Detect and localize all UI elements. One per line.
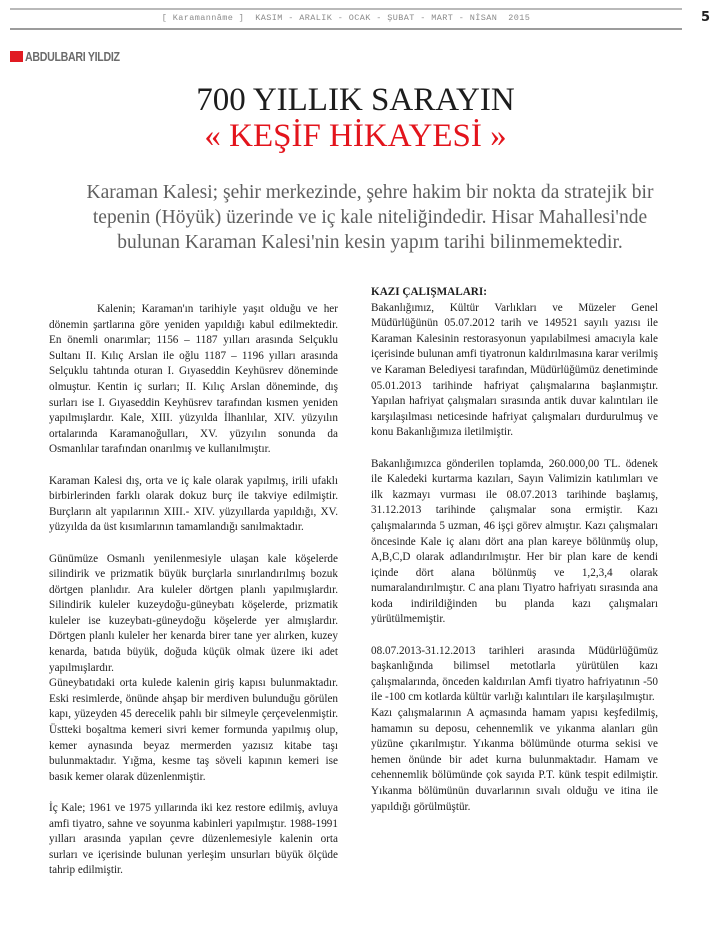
article-lead: Karaman Kalesi; şehir merkezinde, şehre hakim bir nokta da stratejik bir tepenin (Höyük) üzerinde ve iç kale niteliğindedir. Hisar Mahallesi'nde bulunan Karaman Kalesi'nin kesin yapım tarihi bilinmemektedir. [86,182,654,253]
paragraph: Günümüze Osmanlı yenilenmesiyle ulaşan kale köşelerde silindirik ve prizmatik büyük burçlarla sınırlandırılmış bozuk dörtgen planlıdır. Ara kuleler dörtgen planlı yapılmışlardır. Silindirik kuleler kuzeydoğu-güneybatı köşelerde, prizmatik kuleler ise kuzeybatı-güneydoğu köşelerde yer almışlardır. Dörtgen planlı kuleler her kenarda birer tane yer alırken, kuzey kenarda, batıda büyük, doğuda küçük olmak üzere iki adet yapılmışlardır. [49,552,338,674]
left-column [49,302,338,879]
running-header: [ Karamannâme ] KASIM - ARALIK - OCAK - ŞUBAT - MART - NİSAN 2015 [161,13,531,23]
paragraph: Güneybatıdaki orta kulede kalenin giriş kapısı bulunmaktadır. Eski resimlerde, önünde ahşap bir merdiven bulunduğu görülen kapı, yüzeyden 45 derecelik pahlı bir silmeyle çerçevelenmiştir. Üstteki boşaltma kemeri sivri kemer formunda yapılmış olup, kemer aynasında beyaz mermerden yazısız kitabe taşı bulunmaktadır. Yığma, kesme taş söveli kapının kemeri ise basık kemer olarak düzenlenmiştir. [49,677,338,783]
article-subtitle: « KEŞİF HİKAYESİ » [204,118,507,154]
paragraph: Bakanlığımız, Kültür Varlıkları ve Müzeler Genel Müdürlüğünün 05.07.2012 tarih ve 149521 sayılı yazısı ile Karaman Kalesinin restorasyonun yapılabilmesi amacıyla kale içerisinde bulunan amfi tiyatronun kaldırılmasına karar verilmiş ve Karaman Belediyesi tarafından, Müdürlüğümüz denetiminde 05.01.2013 tarihinde hafriyat çalışmalarına başlanmıştır. Yapılan hafriyat çalışmaları sırasında antik duvar kalıntıları ile karşılaşılması neticesinde hafriyat çalışmaları durdurulmuş ve konu Bakanlığımıza iletilmiştir. [371,301,658,439]
paragraph: 08.07.2013-31.12.2013 tarihleri arasında Müdürlüğümüz başkanlığında bilimsel metotlarla yürütülen kazı çalışmalarında, önceden kaldırılan Amfi tiyatro hafriyatının -50 ile -100 cm kotlarda kültür varlığı kalıntıları ile karşılaşılmıştır. [371,644,658,704]
page-number: 5 [700,10,710,25]
paragraph: Bakanlığımızca gönderilen toplamda, 260.000,00 TL. ödenek ile Kaledeki kurtarma kazıları, Sayın Valimizin katılımları ve ilk kazmayı vurması ile 08.07.2013 tarihinde başlamış, 31.12.2013 tarihinde çalışmalar sona ermiştir. Kazı çalışmalarında 5 uzman, 46 işçi görev almıştır. Kazı çalışmaları öncesinde Kale iç alanı dört ana plan kareye bölünmüş olup, A,B,C,D olarak adlandırılmıştır. Her bir plan kare de kendi içinde dört alana bölünmüş ve 1,2,3,4 olarak numaralandırılmıştır. C ana planı Tiyatro hafriyatı sırasında ana koda indirildiğinden bu planda kazı çalışmaları yürütülmemiştir. [371,457,658,626]
paragraph: Kalenin; Karaman'ın tarihiyle yaşıt olduğu ve her dönemin şartlarına göre yeniden yapıldığı kabul edilmektedir. En önemli onarımlar; 1156 – 1187 yılları arasında Selçuklu Sultanı II. Kılıç Arslan ile oğlu 1187 – 1196 yılları arasında Selçuklu tahtında oturan I. Gıyaseddin Keyhüsrev döneminde olmuştur. Kentin iç surları; II. Kılıç Arslan döneminde, dış surları ise I. Gıyaseddin Keyhüsrev tarafından kısmen yeniden yapılmışlardır. Kale, XIII. yüzyılda İlhanlılar, XIV. yüzyılın ortalarında Karamanoğulları, XV. yüzyılın sonunda da Osmanlılar tarafından onarılmış ve kullanılmıştır. [49,303,338,456]
paragraph: İç Kale; 1961 ve 1975 yıllarında iki kez restore edilmiş, avluya amfi tiyatro, sahne ve soyunma kabinleri yapılmıştır. 1988-1991 yılları arasında yapılan çevre düzenlemesiyle kalenin orta surları ve içerisinde bulunan yerleşim unsurları büyük ölçüde tahrip edilmiştir. [49,802,338,877]
paragraph: Kazı çalışmalarının A açmasında hamam yapısı keşfedilmiş, hamamın su deposu, cehennemlik ve yıkanma alanları gün yüzüne çıkarılmıştır. Yıkanma bölümünde oturma sekisi ve hemen önünde bir adet kurna bulunmaktadır. Hamam ve cehennemlik bölümünde çok sayıda P.T. künk tespit edilmiştir. Yıkanma bölümünün duvarlarının sıvalı olduğu ve itina ile yapıldığı görülmüştür. [371,707,658,813]
author-byline [10,49,140,64]
paragraph: Karaman Kalesi dış, orta ve iç kale olarak yapılmış, irili ufaklı birbirlerinden farklı olarak dokuz burç ile takviye edilmiştir. Burçların alt yapılarının XIII.- XIV. yüzyıllarda yapıldığı, XV. yüzyılda da üst kısımlarının tamamlandığı sanılmaktadır. [49,474,338,534]
article-title: 700 YILLIK SARAYIN [196,82,515,118]
section-heading: KAZI ÇALIŞMALARI: [371,286,487,298]
author-name: ABDULBARI YILDIZ [25,49,120,64]
right-column [371,285,658,815]
red-square-icon [10,51,23,62]
running-header-bar [10,8,710,30]
